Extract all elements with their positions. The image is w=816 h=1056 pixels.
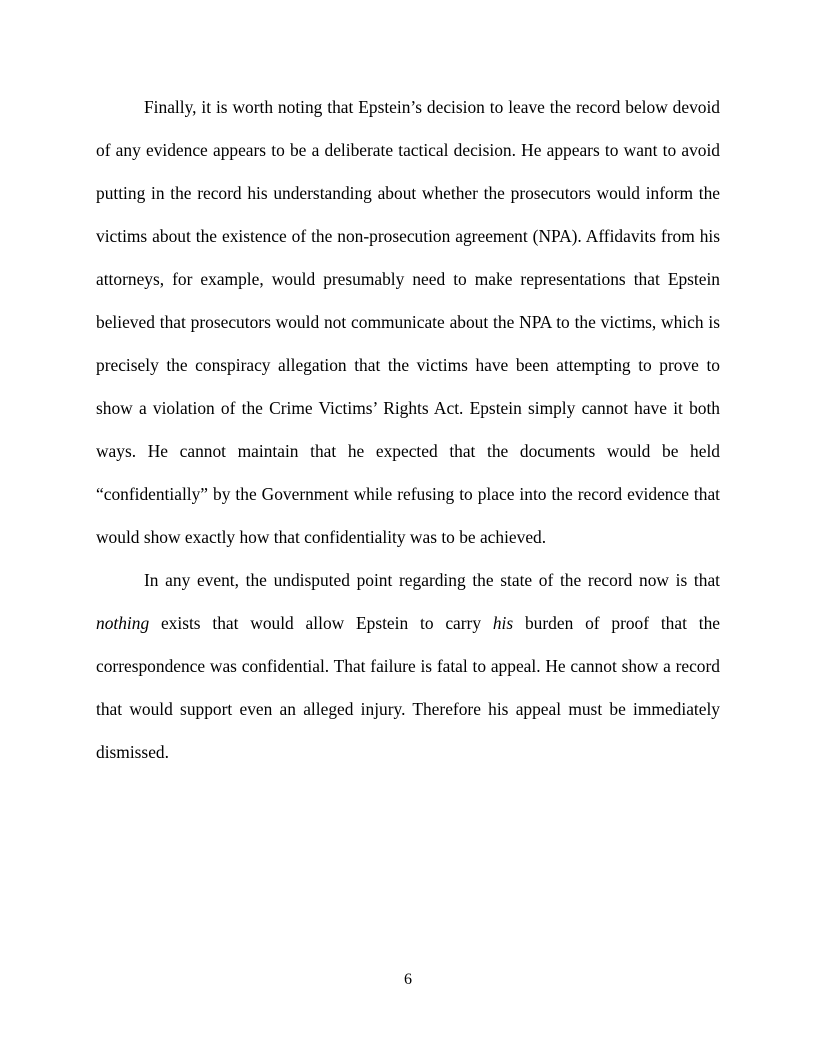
paragraph-text: In any event, the undisputed point regarding the state of the record now is that [144, 570, 720, 590]
emphasis-nothing: nothing [96, 613, 150, 633]
body-text [96, 86, 720, 774]
paragraph-1 [96, 86, 720, 559]
page-number: 6 [404, 971, 412, 988]
emphasis-his: his [492, 613, 514, 633]
paragraph-2 [96, 559, 720, 774]
paragraph-text: Finally, it is worth noting that Epstein’s decision to leave the record below devoid of any evidence appears to be a deliberate tactical decision. He appears to want to avoid putting in the record his understanding about whether the prosecutors would inform the victims about the existence of the non-prosecution agreement (NPA). Affidavits from his attorneys, for example, would presumably need to make representations that Epstein believed that prosecutors would not communicate about the NPA to the victims, which is precisely the conspiracy allegation that the victims have been attempting to prove to show a violation of the Crime Victims’ Rights Act. Epstein simply cannot have it both ways. He cannot maintain that he expected that the documents would be held “confidentially” by the Government while refusing to place into the record evidence that would show exactly how that confidentiality was to be achieved. [96, 97, 720, 547]
paragraph-text: burden of proof that the correspondence was confidential. That failure is fatal to appeal. He cannot show a record that would support even an alleged injury. Therefore his appeal must be immediately dismissed. [96, 613, 720, 762]
paragraph-text: exists that would allow Epstein to carry [149, 613, 493, 633]
